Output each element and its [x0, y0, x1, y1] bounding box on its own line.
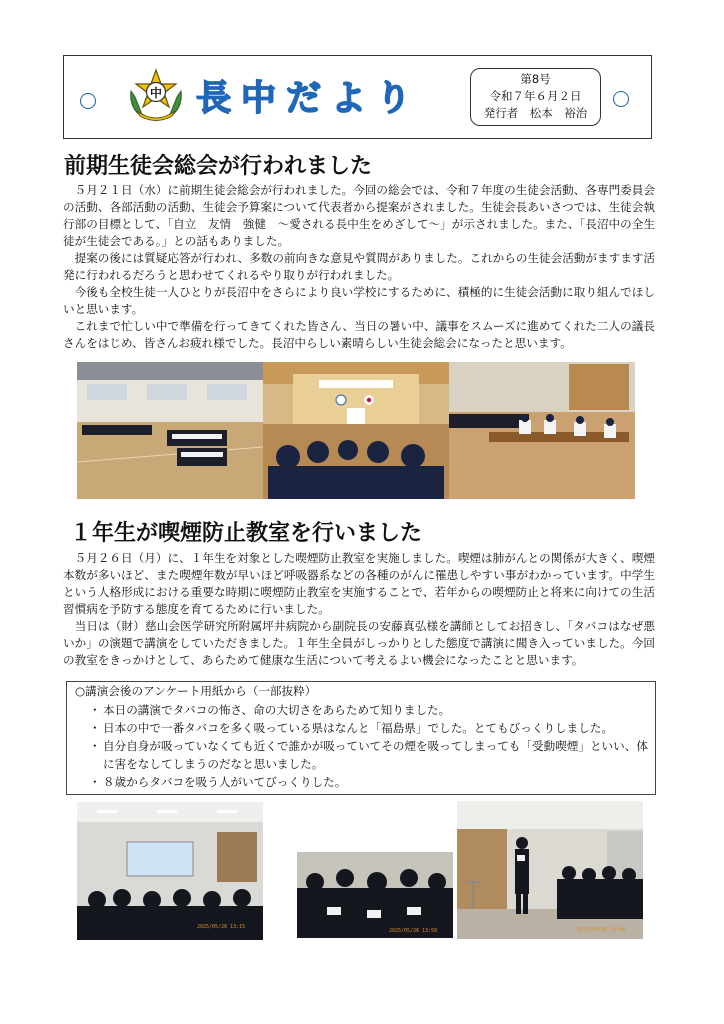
- issue-number: 第8号: [520, 72, 551, 86]
- lecture-photo-speaker: [457, 801, 643, 939]
- survey-item: ・ 自分自身が吸っていなくても近くで誰かが吸っていてその煙を吸ってしまっても「受動喫煙」といい、体に害をなしてしまうのだなと思いました。: [89, 737, 649, 773]
- survey-item: ・ 日本の中で一番タバコを多く吸っている県はなんと「福島県」でした。とてもびっくりしました。: [89, 719, 649, 737]
- photo-timestamp: 2025/05/26 13:58: [389, 928, 438, 934]
- lecture-photo-room: [77, 802, 263, 940]
- survey-item: ・ ８歳からタバコを吸う人がいてびっくりした。: [89, 773, 649, 791]
- right-circle-ornament: [613, 91, 629, 107]
- article2-body: [63, 550, 655, 669]
- issue-publisher: 発行者 松本 裕治: [483, 106, 588, 120]
- issue-info-box: [470, 68, 601, 126]
- assembly-photo-gym-wide: [77, 362, 263, 499]
- survey-excerpt-box: [66, 681, 656, 795]
- left-circle-ornament: [80, 93, 96, 109]
- survey-item: ・ 本日の講演でタバコの怖さ、命の大切さをあらためて知りました。: [89, 701, 649, 719]
- lecture-photo-students: [297, 852, 453, 938]
- article2-paragraph: ５月２６日（月）に、１年生を対象とした喫煙防止教室を実施しました。喫煙は肺がんとの関係が大きく、喫煙本数が多いほど、また喫煙年数が早いほど呼吸器系などの各種のがんに罹患しやすい事がわかっています。中学生という人格形成における重要な時期に喫煙防止教室を実施することで、若年からの喫煙防止と将来に向けての生活習慣病を予防する態度を育てるために行いました。: [63, 551, 655, 616]
- assembly-photo-presenters: [449, 362, 635, 499]
- article2-paragraph: 当日は（財）慈山会医学研究所附属坪井病院から副院長の安藤真弘様を講師としてお招きし、「タバコはなぜ悪いか」の演題で講演をしていただきました。１年生全員がしっかりとした態度で講演に聞き入っていました。今回の教室をきっかけとして、あらためて健康な生活について考えるよい機会になったことと思います。: [63, 619, 655, 667]
- issue-date: 令和７年６月２日: [489, 89, 582, 103]
- survey-title: ○講演会後のアンケート用紙から（一部抜粋）: [75, 684, 317, 698]
- article1-paragraph: これまで忙しい中で準備を行ってきてくれた皆さん、当日の暑い中、議事をスムーズに進めてくれた二人の議長さんをはじめ、皆さんお疲れ様でした。長沼中らしい素晴らしい生徒会総会になったと思います。: [63, 319, 655, 350]
- assembly-photo-stage: [263, 362, 449, 499]
- article2-title: １年生が喫煙防止教室を行いました: [70, 521, 423, 546]
- survey-list: [89, 701, 649, 791]
- article1-paragraph: 提案の後には質疑応答が行われ、多数の前向きな意見や質問がありました。これからの生徒会活動がますます活発に行われるだろうと思わせてくれるやり取りが行われました。: [63, 251, 655, 282]
- article1-paragraph: ５月２１日（水）に前期生徒会総会が行われました。今回の総会では、令和７年度の生徒会活動、各専門委員会の活動、各部活動の活動、生徒会予算案について代表者から提案がされました。生徒会長あいさつでは、生徒会執行部の目標として、「自立 友情 強健 ～愛される長中生をめざして～」が示されました。また、「長沼中の全生徒が生徒会である。」との話もありました。: [63, 183, 655, 248]
- article1-paragraph: 今後も全校生徒一人ひとりが長沼中をさらにより良い学校にするために、積極的に生徒会活動に取り組んでほしいと思います。: [63, 285, 655, 316]
- school-emblem-logo: [125, 67, 187, 123]
- logo-char: 中: [149, 86, 163, 100]
- article1-title: 前期生徒会総会が行われました: [64, 154, 373, 179]
- photo-timestamp: 2025/05/26 13:15: [197, 924, 246, 930]
- photo-timestamp: 2025/05/26 14:00: [577, 927, 626, 933]
- article1-body: [63, 182, 655, 352]
- newsletter-title: 長中だより: [196, 79, 422, 119]
